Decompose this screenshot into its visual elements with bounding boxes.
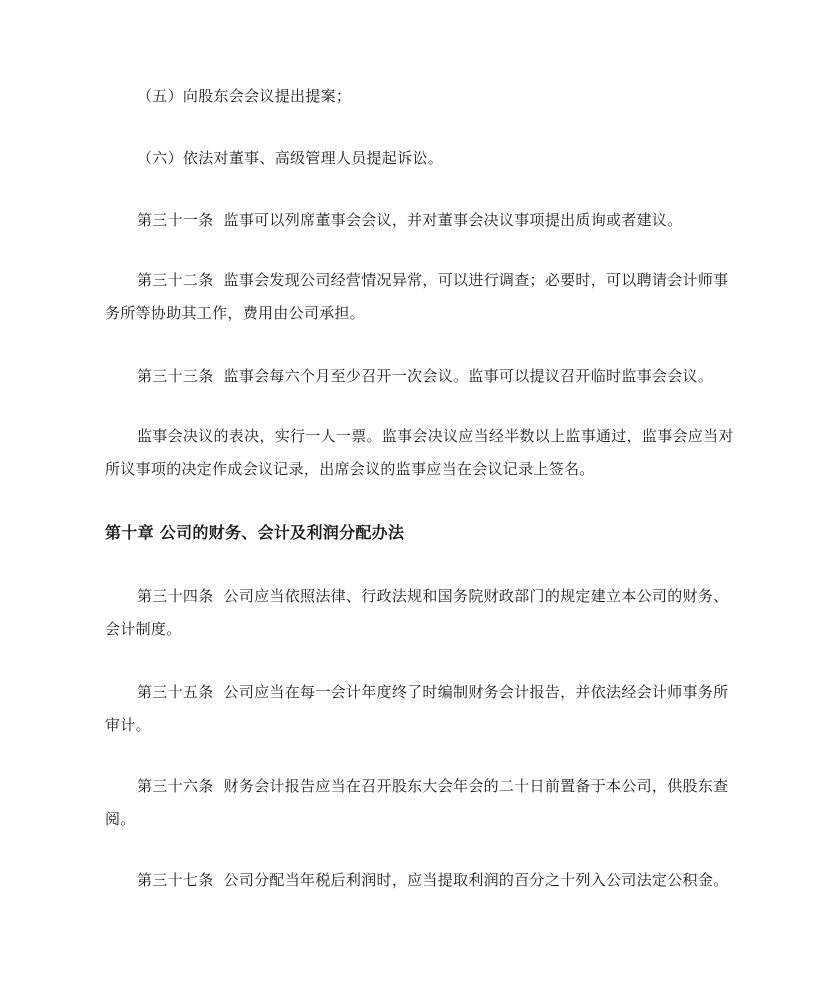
article-34	[105, 580, 741, 646]
article-37	[105, 864, 741, 897]
article-number: 第三十三条	[137, 367, 214, 385]
article-number: 第三十二条	[137, 271, 214, 289]
article-number: 第三十五条	[137, 683, 214, 701]
paragraph-text: 监事可以列席董事会会议，并对董事会决议事项提出质询或者建议。	[223, 211, 683, 229]
chapter-title: 第十章 公司的财务、会计及利润分配办法	[105, 523, 405, 542]
article-number: 第三十一条	[137, 211, 214, 229]
paragraph-text: 监事会发现公司经营情况异常，可以进行调查；必要时，可以聘请会计师事务所等协助其工作，费用由公司承担。	[105, 271, 729, 322]
paragraph-text: 公司分配当年税后利润时，应当提取利润的百分之十列入公司法定公积金。	[223, 871, 729, 889]
clause-six	[105, 142, 741, 175]
paragraph-text: 财务会计报告应当在召开股东大会年会的二十日前置备于本公司，供股东查阅。	[105, 777, 729, 828]
paragraph-text: （六）依法对董事、高级管理人员提起诉讼。	[137, 149, 444, 167]
article-number: 第三十四条	[137, 587, 214, 605]
article-number: 第三十六条	[137, 777, 214, 795]
paragraph-text: 监事会决议的表决，实行一人一票。监事会决议应当经半数以上监事通过，监事会应当对所议事项的决定作成会议记录，出席会议的监事应当在会议记录上签名。	[105, 427, 734, 478]
clause-five	[105, 80, 741, 113]
article-number: 第三十七条	[137, 871, 214, 889]
article-35	[105, 676, 741, 742]
paragraph-text: 监事会每六个月至少召开一次会议。监事可以提议召开临时监事会会议。	[223, 367, 714, 385]
article-31	[105, 204, 741, 237]
paragraph-text: 公司应当依照法律、行政法规和国务院财政部门的规定建立本公司的财务、会计制度。	[105, 587, 729, 638]
voting-paragraph	[105, 420, 741, 486]
article-32	[105, 264, 741, 330]
article-36	[105, 770, 741, 836]
paragraph-text: 公司应当在每一会计年度终了时编制财务会计报告，并依法经会计师事务所审计。	[105, 683, 729, 734]
paragraph-text: （五）向股东会会议提出提案；	[137, 87, 352, 105]
chapter-ten-heading	[105, 516, 741, 549]
article-33	[105, 360, 741, 393]
